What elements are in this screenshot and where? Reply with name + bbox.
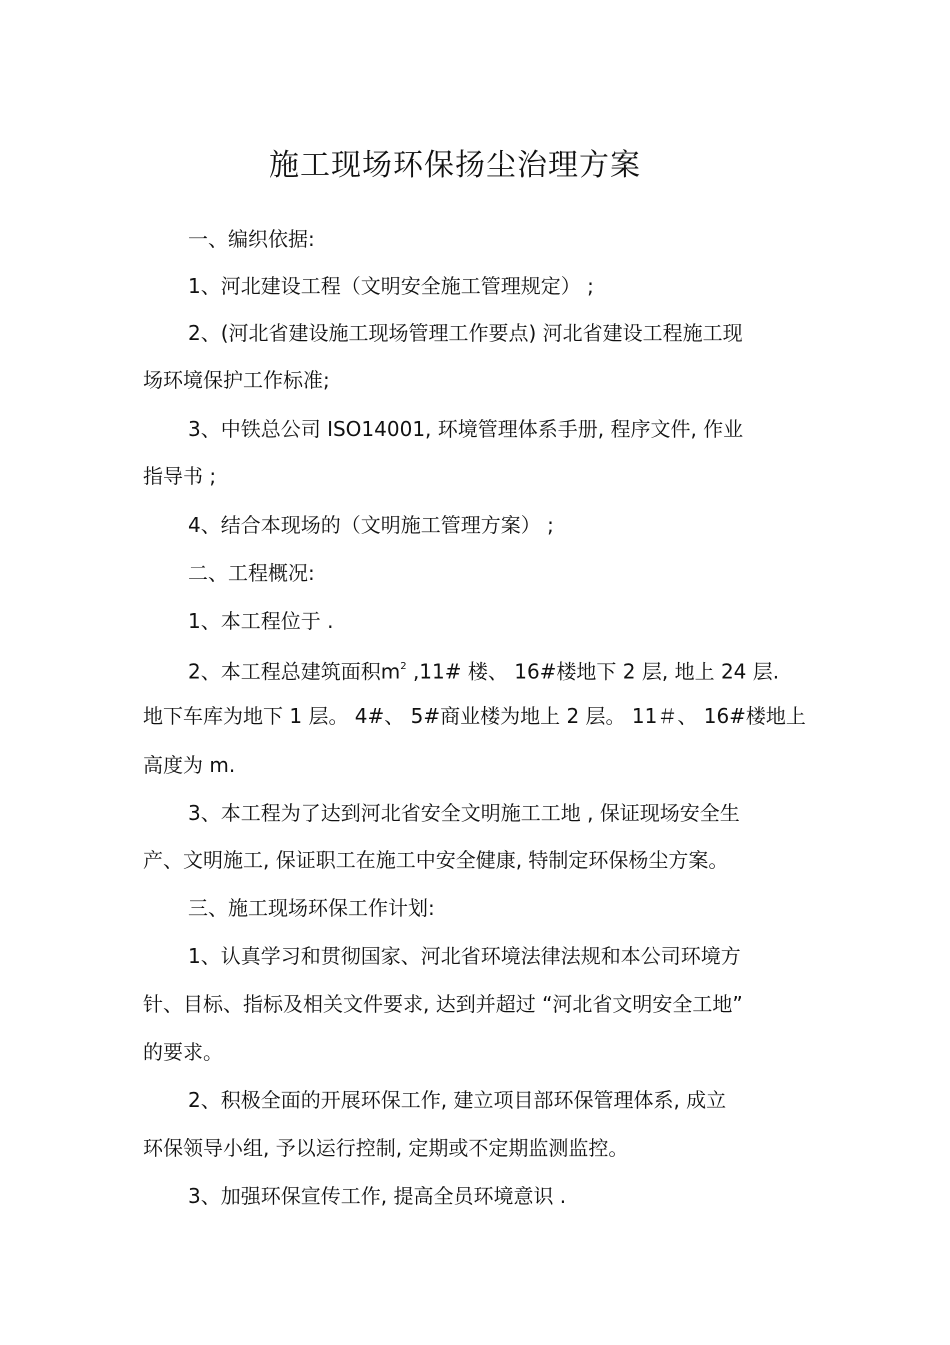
text-line-area (188, 656, 779, 685)
text-line: 1、河北建设工程（文明安全施工管理规定） ; (188, 274, 594, 298)
text-line: 1、本工程位于 . (188, 609, 334, 633)
text-line: 2、(河北省建设施工现场管理工作要点) 河北省建设工程施工现 (188, 321, 743, 345)
text-line: 指导书 ; (143, 464, 217, 488)
document-title: 施工现场环保扬尘治理方案 (269, 148, 641, 183)
text-line: 地下车库为地下 1 层。 4#、 5#商业楼为地上 2 层。 11＃、 16#楼地上 (143, 704, 806, 728)
text-line: 针、目标、指标及相关文件要求, 达到并超过 “河北省文明安全工地” (143, 992, 743, 1016)
text-line: 场环境保护工作标准; (143, 368, 330, 392)
area-text: 2、本工程总建筑面积m (188, 659, 401, 684)
section-heading: 三、施工现场环保工作计划: (188, 896, 435, 920)
text-line: 一、编织依据: (188, 227, 315, 251)
text-line: 3、加强环保宣传工作, 提高全员环境意识 . (188, 1184, 567, 1208)
superscript: 2 (400, 661, 407, 672)
text-line: 的要求。 (143, 1040, 223, 1064)
text-line: 4、结合本现场的（文明施工管理方案） ; (188, 513, 554, 537)
text-line: 1、认真学习和贯彻国家、河北省环境法律法规和本公司环境方 (188, 944, 741, 968)
text-line: 高度为 m. (143, 753, 236, 777)
text-line: 环保领导小组, 予以运行控制, 定期或不定期监测监控。 (143, 1136, 629, 1160)
area-text-rest: ,11# 楼、 16#楼地下 2 层, 地上 24 层. (406, 659, 780, 684)
text-line: 2、积极全面的开展环保工作, 建立项目部环保管理体系, 成立 (188, 1088, 727, 1112)
text-line: 产、文明施工, 保证职工在施工中安全健康, 特制定环保杨尘方案。 (143, 848, 729, 872)
text-line: 二、工程概况: (188, 561, 315, 585)
text-line: 3、中铁总公司 ISO14001, 环境管理体系手册, 程序文件, 作业 (188, 417, 744, 441)
text-line: 3、本工程为了达到河北省安全文明施工工地 , 保证现场安全生 (188, 801, 740, 825)
